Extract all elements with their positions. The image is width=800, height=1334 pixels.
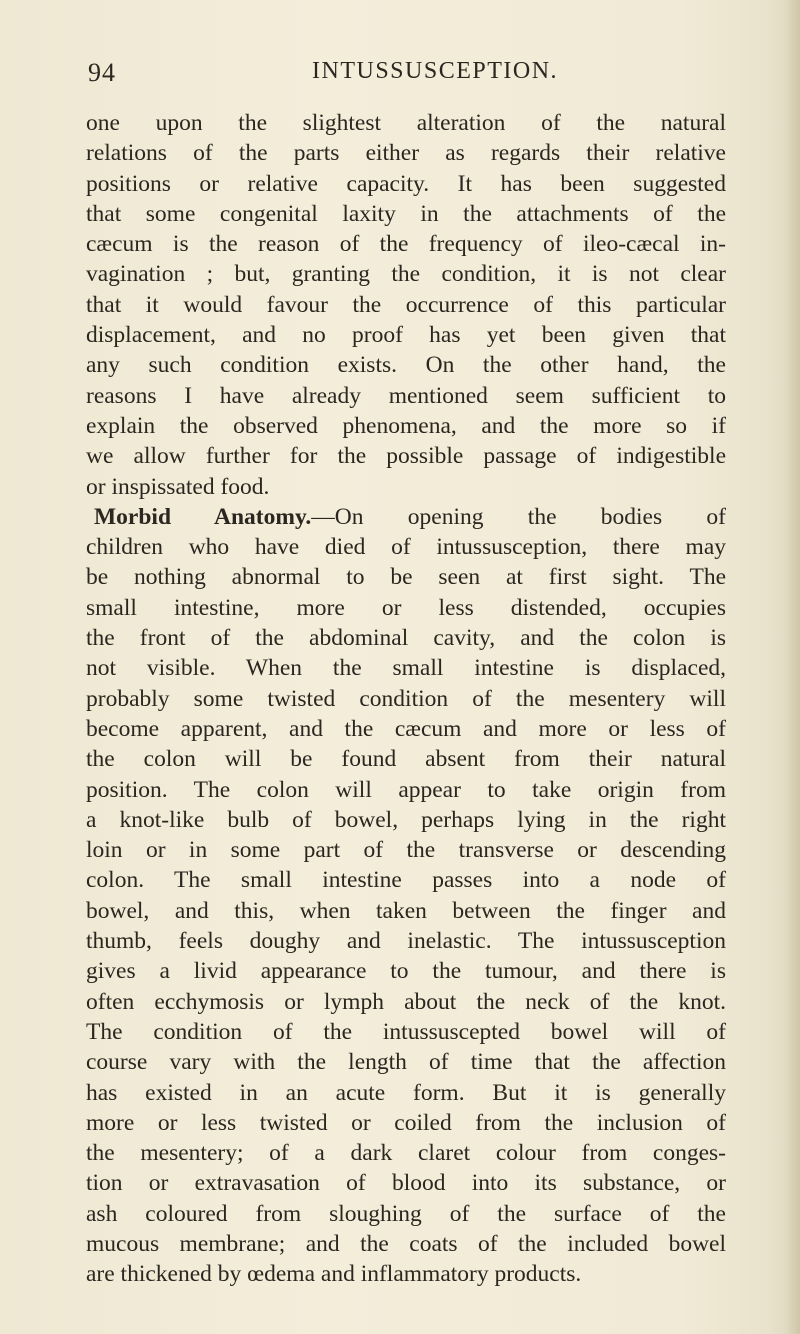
text-line: relations of the parts either as regards their relative xyxy=(86,140,726,167)
text-line: cæcum is the reason of the frequency of ileo-cæcal in- xyxy=(86,231,726,258)
text-line: that some congenital laxity in the attachments of the xyxy=(86,200,726,227)
section-heading-line xyxy=(86,502,726,532)
text-line: children who have died of intussusception, there may xyxy=(86,534,726,561)
text-line: more or less twisted or coiled from the inclusion of xyxy=(86,1109,726,1136)
text-line: a knot-like bulb of bowel, perhaps lying in the right xyxy=(86,806,726,833)
text-line: reasons I have already mentioned seem sufficient to xyxy=(86,382,726,409)
text-line: mucous membrane; and the coats of the included bowel xyxy=(86,1230,726,1257)
text-line: course vary with the length of time that the affection xyxy=(86,1049,726,1076)
text-line: —On opening the bodies of xyxy=(311,503,726,530)
text-line: often ecchymosis or lymph about the neck of the knot. xyxy=(86,988,726,1015)
text-line: vagination ; but, granting the condition, it is not clear xyxy=(86,261,726,288)
text-line: the colon will be found absent from their natural xyxy=(86,746,726,773)
page-edge-shadow xyxy=(786,0,800,1334)
section-heading: Morbid Anatomy. xyxy=(94,503,312,530)
text-line: displacement, and no proof has yet been given that xyxy=(86,322,726,349)
text-line: small intestine, more or less distended, occupies xyxy=(86,594,726,621)
text-line: probably some twisted condition of the mesentery will xyxy=(86,685,726,712)
text-line: become apparent, and the cæcum and more or less of xyxy=(86,715,726,742)
running-head: INTUSSUSCEPTION. xyxy=(312,58,559,84)
text-line: the front of the abdominal cavity, and the colon is xyxy=(86,625,726,652)
text-line: the mesentery; of a dark claret colour from conges- xyxy=(86,1140,726,1167)
page-header xyxy=(88,58,728,92)
text-line: that it would favour the occurrence of this particular xyxy=(86,291,726,318)
text-line: The condition of the intussuscepted bowel will of xyxy=(86,1018,726,1045)
text-line: loin or in some part of the transverse or descending xyxy=(86,837,726,864)
text-line: colon. The small intestine passes into a node of xyxy=(86,867,726,894)
text-line: we allow further for the possible passage of indigestible xyxy=(86,443,726,470)
text-line: any such condition exists. On the other hand, the xyxy=(86,352,726,379)
text-line: position. The colon will appear to take origin from xyxy=(86,776,726,803)
text-line: ash coloured from sloughing of the surface of the xyxy=(86,1200,726,1227)
text-line: are thickened by œdema and inflammatory products. xyxy=(86,1261,582,1288)
text-line: explain the observed phenomena, and the more so if xyxy=(86,412,726,439)
text-line: bowel, and this, when taken between the finger and xyxy=(86,897,726,924)
text-line: be nothing abnormal to be seen at first sight. The xyxy=(86,564,726,591)
text-line: tion or extravasation of blood into its substance, or xyxy=(86,1170,726,1197)
body-text xyxy=(86,108,726,1290)
text-line: has existed in an acute form. But it is generally xyxy=(86,1079,726,1106)
text-line: gives a livid appearance to the tumour, and there is xyxy=(86,958,726,985)
text-line: thumb, feels doughy and inelastic. The intussusception xyxy=(86,928,726,955)
text-line: positions or relative capacity. It has been suggested xyxy=(86,170,726,197)
text-line: not visible. When the small intestine is displaced, xyxy=(86,655,726,682)
text-line: one upon the slightest alteration of the natural xyxy=(86,110,726,136)
paragraph-end-line: or inspissated food. xyxy=(86,473,270,500)
page-number: 94 xyxy=(88,58,116,87)
